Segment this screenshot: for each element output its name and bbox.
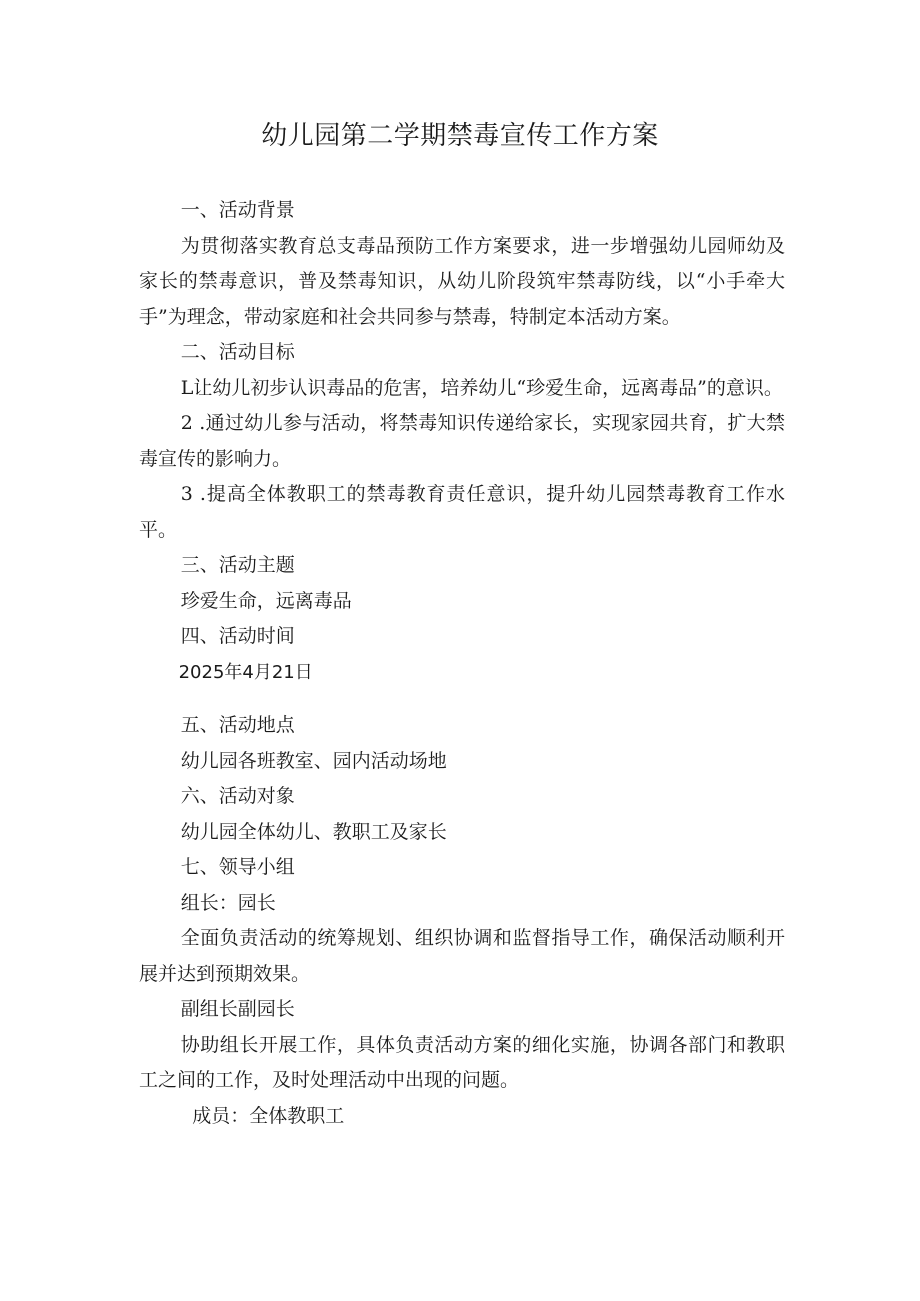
paragraph-leader-duty: 全面负责活动的统筹规划、组织协调和监督指导工作，确保活动顺利开展并达到预期效果。 xyxy=(139,927,785,985)
goal-item-1: L让幼儿初步认识毒品的危害，培养幼儿“珍爱生命，远离毒品”的意识。 xyxy=(180,376,783,399)
paragraph-background: 为贯彻落实教育总支毒品预防工作方案要求，进一步增强幼儿园师幼及家长的禁毒意识，普及禁毒知识，从幼儿阶段筑牢禁毒防线，以“小手牵大手”为理念，带动家庭和社会共同参与禁毒，特制定本活动方案。 xyxy=(139,234,785,328)
section-heading-background: 一、活动背景 xyxy=(180,199,295,221)
goal-item-3: 3 .提高全体教职工的禁毒教育责任意识，提升幼儿园禁毒教育工作水平。 xyxy=(139,483,785,541)
section-heading-time: 四、活动时间 xyxy=(180,625,295,647)
document-body xyxy=(139,193,785,1134)
paragraph-deputy-duty: 协助组长开展工作，具体负责活动方案的细化实施，协调各部门和教职工之间的工作，及时处理活动中出现的问题。 xyxy=(139,1033,785,1091)
paragraph-time: 2025年4月21日 xyxy=(178,661,313,683)
paragraph-location: 幼儿园各班教室、园内活动场地 xyxy=(180,749,447,772)
section-heading-goals: 二、活动目标 xyxy=(180,341,295,363)
section-heading-leadership: 七、领导小组 xyxy=(180,856,295,878)
paragraph-audience: 幼儿园全体幼儿、教职工及家长 xyxy=(180,820,447,843)
document-title: 幼儿园第二学期禁毒宣传工作方案 xyxy=(261,121,659,151)
section-heading-theme: 三、活动主题 xyxy=(180,554,295,576)
paragraph-theme: 珍爱生命，远离毒品 xyxy=(180,589,352,612)
goal-item-2: 2 .通过幼儿参与活动，将禁毒知识传递给家长，实现家园共育，扩大禁毒宣传的影响力。 xyxy=(139,412,785,470)
paragraph-members: 成员：全体教职工 xyxy=(192,1104,345,1127)
paragraph-leader: 组长：园长 xyxy=(180,891,276,914)
section-heading-audience: 六、活动对象 xyxy=(180,785,295,807)
section-heading-location: 五、活动地点 xyxy=(180,714,295,736)
paragraph-deputy-leader: 副组长副园长 xyxy=(180,998,295,1020)
